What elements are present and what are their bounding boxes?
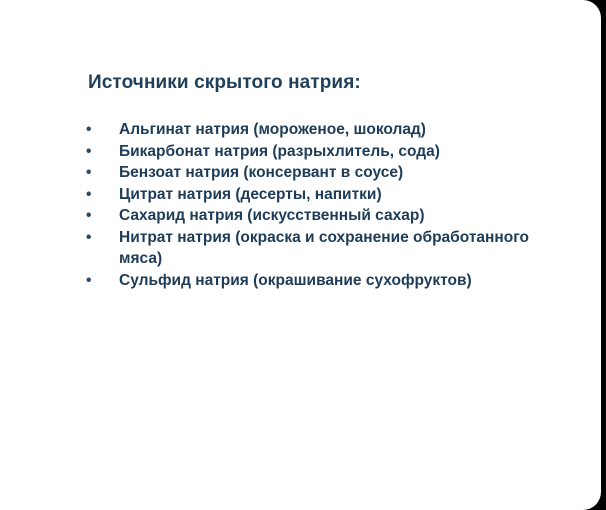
list-item xyxy=(82,184,552,206)
list-item-text: Сахарид натрия (искусственный сахар) xyxy=(119,207,425,224)
list-item-text: Цитрат натрия (десерты, напитки) xyxy=(119,185,382,203)
bullet-icon: • xyxy=(86,121,92,138)
list-item xyxy=(82,162,552,184)
list-item-text: Альгинат натрия (мороженое, шоколад) xyxy=(119,121,426,138)
sodium-sources-list xyxy=(82,119,552,291)
list-item-text: Бикарбонат натрия (разрыхлитель, сода) xyxy=(119,142,440,160)
bullet-icon: • xyxy=(86,271,92,289)
slide-title: Источники скрытого натрия: xyxy=(88,72,361,93)
bullet-icon: • xyxy=(86,207,92,224)
list-item xyxy=(82,227,552,270)
bullet-icon: • xyxy=(86,164,92,181)
bullet-icon: • xyxy=(86,142,92,160)
list-item xyxy=(82,141,552,163)
list-item xyxy=(82,205,552,227)
list-item xyxy=(82,119,552,141)
list-item-text: Сульфид натрия (окрашивание сухофруктов) xyxy=(119,271,472,289)
list-item-text: Нитрат натрия (окраска и сохранение обработанного мяса) xyxy=(119,228,529,267)
bullet-icon: • xyxy=(86,185,92,203)
bullet-icon: • xyxy=(86,228,92,246)
list-item-text: Бензоат натрия (консервант в соусе) xyxy=(119,164,404,181)
list-item xyxy=(82,270,552,292)
